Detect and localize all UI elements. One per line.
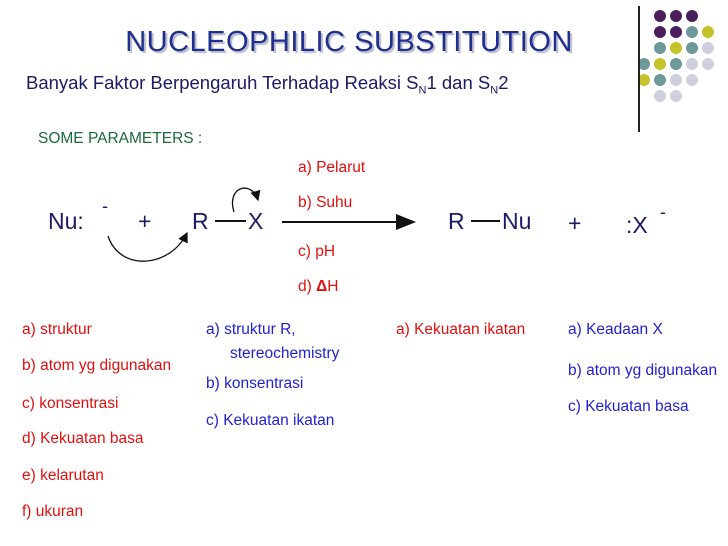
substrate-factor-stereochemistry: stereochemistry xyxy=(230,345,340,362)
leaving-group-factor: a) Keadaan X xyxy=(568,321,663,338)
substrate-factor-concentration: b) konsentrasi xyxy=(206,375,304,392)
condition-ph: c) pH xyxy=(298,243,336,260)
substrate-leaving-atom: X xyxy=(248,208,264,234)
nucleophile-charge: - xyxy=(102,196,108,216)
nucleophile-attack-arrow xyxy=(108,233,187,261)
nucleophile-factor: f) ukuran xyxy=(22,503,84,520)
substrate-factor-bond-strength: c) Kekuatan ikatan xyxy=(206,412,335,429)
plus-sign-left: + xyxy=(138,208,152,234)
nucleophile-factor: b) atom yg digunakan xyxy=(22,357,172,374)
condition-enthalpy: d) ΔH xyxy=(298,278,339,295)
parameters-label: SOME PARAMETERS : xyxy=(38,130,203,147)
substrate-r-group: R xyxy=(192,208,209,234)
condition-solvent: a) Pelarut xyxy=(298,159,366,176)
bond-cleavage-arrow xyxy=(232,188,258,212)
leaving-group: :X xyxy=(626,212,648,238)
leaving-group-factor: c) Kekuatan basa xyxy=(568,398,689,415)
product-r-group: R xyxy=(448,208,465,234)
nucleophile-factor: d) Kekuatan basa xyxy=(22,430,144,447)
product-nucleophile: Nu xyxy=(502,208,532,234)
leaving-group-charge: - xyxy=(660,202,666,222)
subtitle: Banyak Faktor Berpengaruh Terhadap Reaksi $S_N1$ dan $S_N2$ xyxy=(26,72,509,97)
nucleophile-factor: c) konsentrasi xyxy=(22,395,119,412)
nucleophile-factor: a) struktur xyxy=(22,321,92,338)
nucleophile-factor: e) kelarutan xyxy=(22,467,104,484)
leaving-group-factor: b) atom yg digunakan xyxy=(568,362,718,379)
reaction-arrow-head xyxy=(396,214,416,230)
condition-temperature: b) Suhu xyxy=(298,194,353,211)
product-factor-bond-strength: a) Kekuatan ikatan xyxy=(396,321,526,338)
nucleophile: Nu: xyxy=(48,208,84,234)
page-title: NUCLEOPHILIC SUBSTITUTION xyxy=(125,26,573,58)
substrate-factor-structure: a) struktur R, xyxy=(206,321,296,338)
plus-sign-right: + xyxy=(568,210,582,236)
